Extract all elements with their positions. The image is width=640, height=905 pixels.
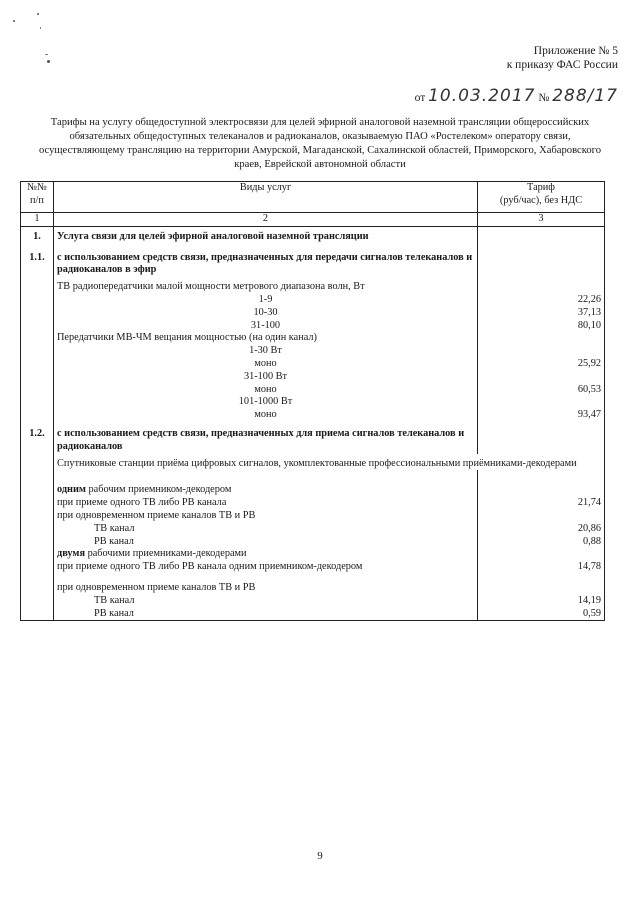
table-row: двумя рабочими приемниками-декодерами <box>21 548 605 561</box>
column-number-row: 1 2 3 <box>21 213 605 227</box>
order-date-handwritten: 10.03.2017 <box>428 86 536 106</box>
table-row: моно 25,92 <box>21 358 605 371</box>
table-row: 1.2. с использованием средств связи, предназначенных для приема сигналов телеканалов и радиоканалов <box>21 422 605 454</box>
table-row: ТВ радиопередатчики малой мощности метрового диапазона волн, Вт <box>21 277 605 294</box>
table-row: моно 93,47 <box>21 409 605 422</box>
page-number: 9 <box>317 850 323 862</box>
section-1-1-title: с использованием средств связи, предназначенных для передачи сигналов телеканалов и радиоканалов в эфир <box>54 244 478 278</box>
appendix-number: Приложение № 5 <box>533 45 618 57</box>
table-row: 31-100 Вт <box>21 371 605 384</box>
header-service: Виды услуг <box>54 182 478 213</box>
header-tariff: Тариф (руб/час), без НДС <box>478 182 605 213</box>
order-number-handwritten: 288/17 <box>552 86 618 106</box>
header-num: №№ п/п <box>21 182 54 213</box>
table-row: при одновременном приеме каналов ТВ и РВ <box>21 574 605 595</box>
table-row: 101-1000 Вт <box>21 396 605 409</box>
table-row: при приеме одного ТВ либо РВ канала 21,74 <box>21 497 605 510</box>
table-row: 1. Услуга связи для целей эфирной аналоговой наземной трансляции <box>21 226 605 243</box>
document-title: Тарифы на услугу общедоступной электросвязи для целей эфирной аналоговой наземной трансляции общероссийских обязательных общедоступных телеканалов и радиоканалов, оказываемую ПАО «Ростелеком» оператору связи, осуществляющему трансляцию на территории Амурской, Магаданской, Сахалинской областей, Приморского, Хабаровского краев, Еврейской автономной области <box>38 117 602 170</box>
order-reference <box>415 86 618 106</box>
table-row: одним рабочим приемником-декодером <box>21 470 605 497</box>
appendix-header <box>398 44 618 72</box>
table-row: ТВ канал 20,86 <box>21 523 605 536</box>
table-row: 10-30 37,13 <box>21 307 605 320</box>
section-1-title: Услуга связи для целей эфирной аналоговой наземной трансляции <box>54 226 478 243</box>
order-from-label: от <box>414 92 426 104</box>
table-row: Передатчики МВ-ЧМ вещания мощностью (на один канал) <box>21 332 605 345</box>
table-header-row <box>21 182 605 213</box>
table-row: при приеме одного ТВ либо РВ канала одним приемником-декодером 14,78 <box>21 561 605 574</box>
section-1-2-title: с использованием средств связи, предназначенных для приема сигналов телеканалов и радиоканалов <box>54 422 478 454</box>
table-row: Спутниковые станции приёма цифровых сигналов, укомплектованные профессиональными приёмниками-декодерами <box>21 454 605 471</box>
table-row: моно 60,53 <box>21 384 605 397</box>
table-row: 1.1. с использованием средств связи, предназначенных для передачи сигналов телеканалов и радиоканалов в эфир <box>21 244 605 278</box>
table-row: 31-100 80,10 <box>21 320 605 333</box>
appendix-order-ref: к приказу ФАС России <box>506 59 618 71</box>
order-number-label: № <box>538 92 550 104</box>
table-row: 1-30 Вт <box>21 345 605 358</box>
table-row: 1-9 22,26 <box>21 294 605 307</box>
table-row: РВ канал 0,88 <box>21 536 605 549</box>
tariff-table <box>20 181 605 621</box>
table-row: РВ канал 0,59 <box>21 608 605 621</box>
table-row: при одновременном приеме каналов ТВ и РВ <box>21 510 605 523</box>
table-row: ТВ канал 14,19 <box>21 595 605 608</box>
